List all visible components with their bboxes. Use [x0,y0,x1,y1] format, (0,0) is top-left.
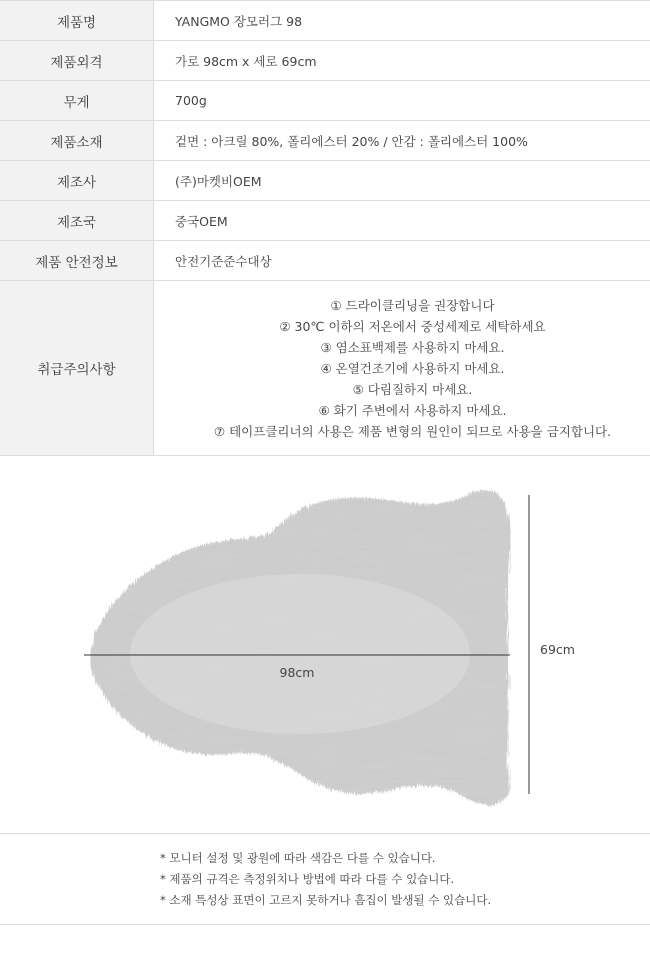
height-label: 69cm [540,642,575,657]
spec-label: 제조사 [0,161,154,200]
spec-row-material [0,121,650,161]
spec-value: 중국OEM [175,213,228,229]
width-label: 98cm [279,665,315,680]
spec-table [0,0,650,456]
spec-value: 가로 98cm x 세로 69cm [175,53,317,69]
spec-row-safety [0,241,650,281]
spec-row-name [0,0,650,41]
spec-label: 제품 안전정보 [0,241,154,280]
care-item: ④ 온열건조기에 사용하지 마세요. [320,360,505,376]
rug-illustration [0,449,650,833]
note-item: * 제품의 규격은 측정위치나 방법에 따라 다를 수 있습니다. [160,871,455,886]
spec-value: 안전기준준수대상 [175,253,272,269]
care-item: ③ 염소표백제를 사용하지 마세요. [320,339,505,355]
care-label: 취급주의사항 [0,281,154,455]
spec-row-country [0,201,650,241]
spec-label: 제조국 [0,201,154,240]
spec-value: 겉면 : 아크릴 80%, 폴리에스터 20% / 안감 : 폴리에스터 100% [175,133,528,149]
spec-label: 무게 [0,81,154,120]
spec-value: (주)마켓비OEM [175,173,262,189]
product-figure [0,449,650,833]
care-item: ⑤ 다림질하지 마세요. [352,381,473,397]
care-item: ① 드라이클리닝을 권장합니다 [330,297,495,313]
spec-label: 제품명 [0,1,154,40]
spec-row-weight [0,81,650,121]
care-list [154,281,650,455]
spec-row-care [0,281,650,456]
spec-value: 700g [175,93,207,108]
note-item: * 모니터 설정 및 광원에 따라 색감은 다를 수 있습니다. [160,850,436,865]
spec-row-manufacturer [0,161,650,201]
care-item: ⑥ 화기 주변에서 사용하지 마세요. [318,402,507,418]
spec-row-dimensions [0,41,650,81]
care-item: ② 30℃ 이하의 저온에서 중성세제로 세탁하세요 [279,318,546,334]
note-item: * 소재 특성상 표면이 고르지 못하거나 흠집이 발생될 수 있습니다. [160,892,492,907]
spec-label: 제품소재 [0,121,154,160]
care-item: ⑦ 테이프클리너의 사용은 제품 변형의 원인이 되므로 사용을 금지합니다. [213,423,612,439]
spec-label: 제품외격 [0,41,154,80]
notes-section [0,833,650,925]
spec-value: YANGMO 장모러그 98 [175,13,303,29]
